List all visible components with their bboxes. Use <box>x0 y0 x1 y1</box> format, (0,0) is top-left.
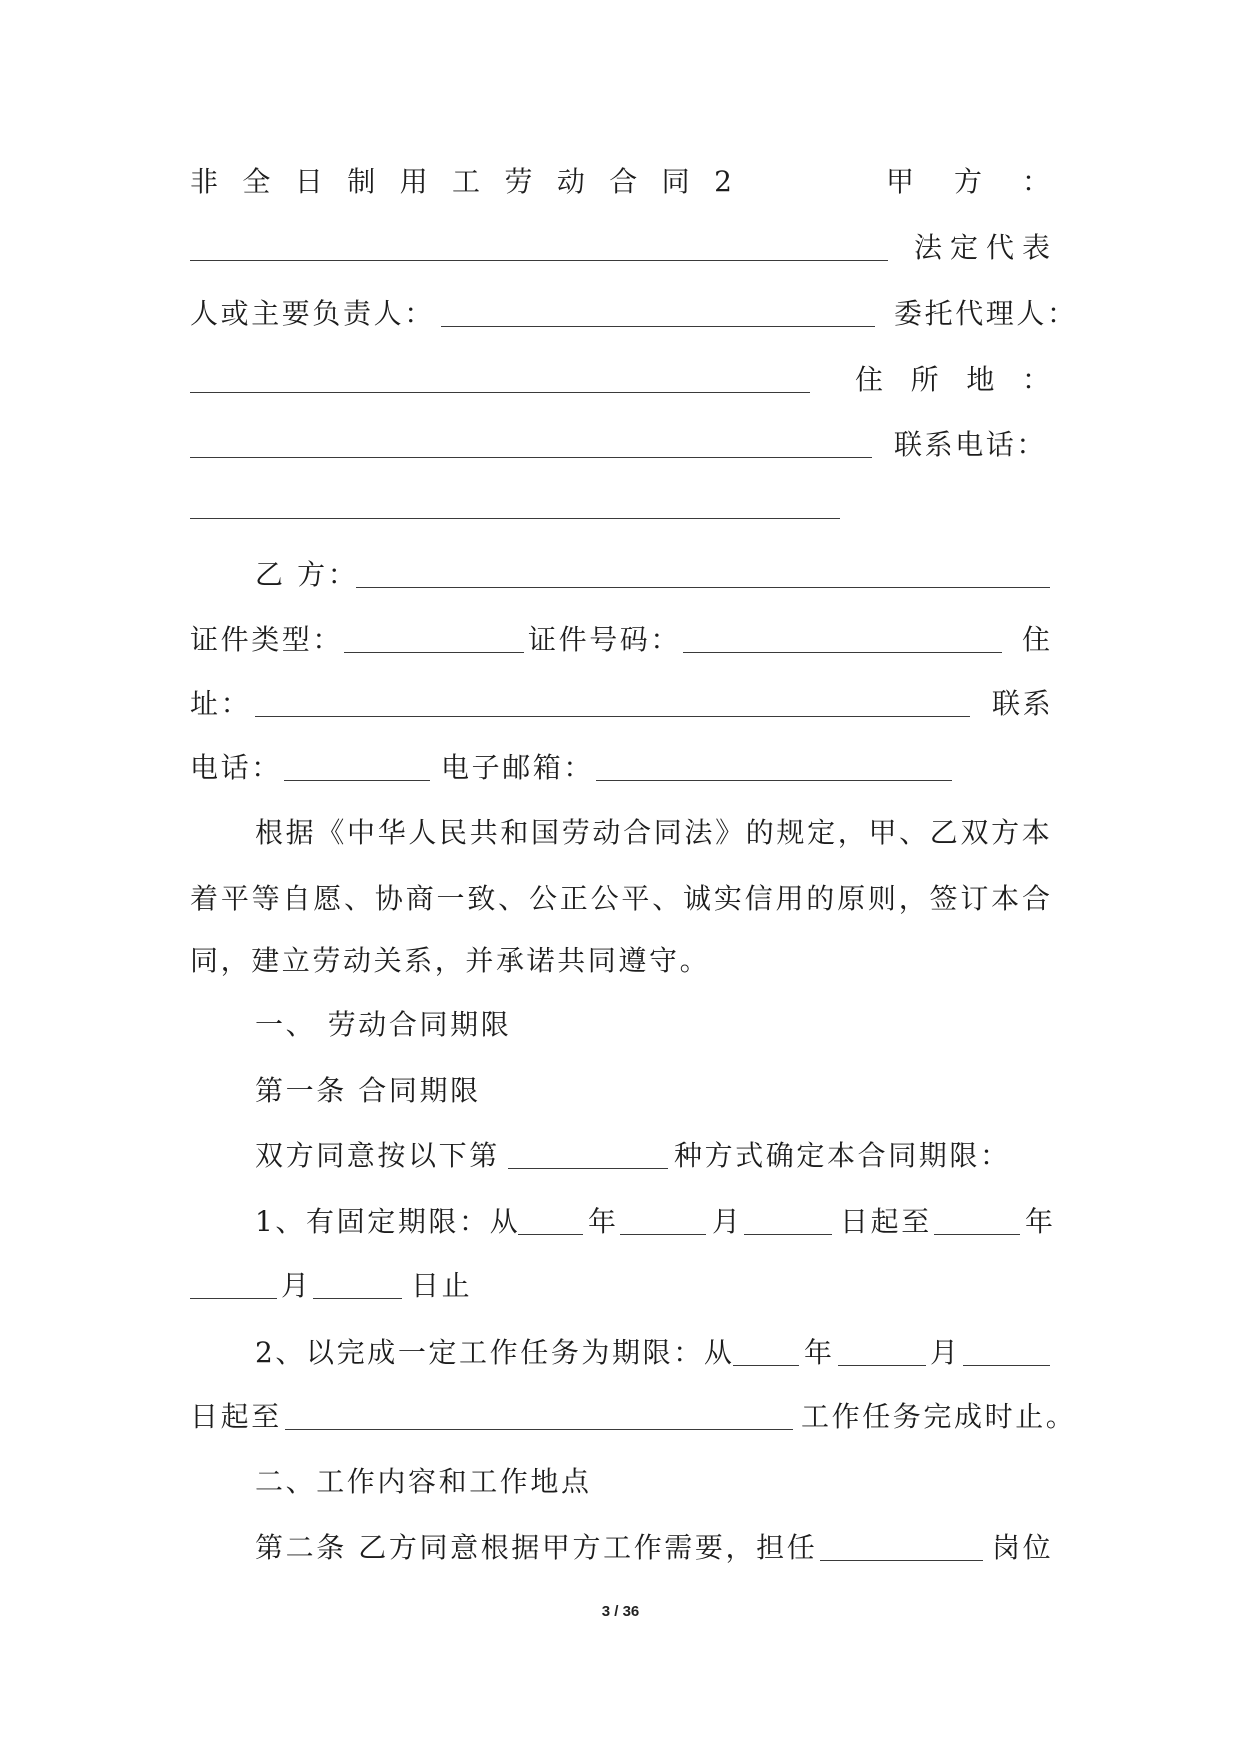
fill-in-blank <box>518 1234 583 1235</box>
option-text: 日起至 <box>840 1205 932 1238</box>
page-number: 3 / 36 <box>601 1603 640 1620</box>
party-b-phone-label: 联系 <box>992 687 1054 720</box>
option-text: 工作任务完成时止。 <box>801 1400 1077 1433</box>
preamble-line: 根 据 《 中 华 人 民 共 和 国 劳 动 合 同 法 》 的 规 定 ， 甲 、 乙 双 方 本 <box>255 816 1050 849</box>
option-text: 月 <box>712 1205 743 1238</box>
fill-in-blank <box>255 716 970 717</box>
preamble-line: 同，建立劳动关系，并承诺共同遵守。 <box>190 944 711 977</box>
article-title: 第一条 合同期限 <box>255 1074 481 1107</box>
option-text: 日起至 <box>190 1400 282 1433</box>
fill-in-blank <box>190 392 810 393</box>
id-type-label: 证件类型： <box>190 623 344 656</box>
option-text: 1、有固定期限：从 <box>255 1205 521 1238</box>
fill-in-blank <box>820 1560 983 1561</box>
fill-in-blank <box>620 1234 706 1235</box>
fill-in-blank <box>356 587 1050 588</box>
fill-in-blank <box>313 1298 402 1299</box>
fill-in-blank <box>963 1365 1050 1366</box>
agent-label: 委托代理人： <box>894 297 1078 330</box>
fill-in-blank <box>934 1234 1020 1235</box>
legal-rep-label: 法 定 代 表 <box>914 231 1050 264</box>
fill-in-blank <box>285 1429 793 1430</box>
section-heading: 二、工作内容和工作地点 <box>255 1465 592 1498</box>
email-label: 电子邮箱： <box>441 751 595 784</box>
section-heading: 一、 劳动合同期限 <box>255 1008 512 1041</box>
document-title: 非 全 日 制 用 工 劳 动 合 同 2 <box>190 165 732 198</box>
option-text: 年 <box>588 1205 619 1238</box>
fill-in-blank <box>190 518 840 519</box>
option-text: 年 <box>1025 1205 1056 1238</box>
party-b-address-label: 住 <box>1022 623 1053 656</box>
fill-in-blank <box>190 260 888 261</box>
fill-in-blank <box>838 1365 926 1366</box>
article-text: 第二条 乙方同意根据甲方工作需要，担任 <box>255 1531 818 1564</box>
option-text: 月 <box>281 1269 312 1302</box>
article-text: 双方同意按以下第 <box>255 1139 500 1172</box>
fill-in-blank <box>733 1365 799 1366</box>
fill-in-blank <box>744 1234 832 1235</box>
preamble-line: 着 平 等 自 愿 、 协 商 一 致 、 公 正 公 平 、 诚 实 信 用 的 原 则 ， 签 订 本 合 <box>190 882 1050 915</box>
article-text: 种方式确定本合同期限： <box>674 1139 1011 1172</box>
option-text: 日止 <box>411 1269 473 1302</box>
id-number-label: 证件号码： <box>528 623 682 656</box>
address-label: 住 所 地 ： <box>855 363 1050 396</box>
party-a-label: 甲 方 ： <box>886 165 1050 198</box>
party-b-label: 乙 方： <box>255 558 359 591</box>
fill-in-blank <box>441 326 875 327</box>
fill-in-blank <box>683 652 1002 653</box>
article-text: 岗位 <box>992 1531 1054 1564</box>
fill-in-blank <box>190 1298 277 1299</box>
fill-in-blank <box>596 780 952 781</box>
phone-label: 联系电话： <box>894 428 1048 461</box>
legal-rep-label-cont: 人或主要负责人： <box>190 297 435 330</box>
option-text: 2、以完成一定工作任务为期限：从 <box>255 1336 735 1369</box>
option-text: 年 <box>804 1336 835 1369</box>
fill-in-blank <box>508 1168 668 1169</box>
party-b-phone-label-cont: 电话： <box>190 751 282 784</box>
party-b-address-label-cont: 址： <box>190 687 252 720</box>
fill-in-blank <box>190 457 872 458</box>
option-text: 月 <box>930 1336 961 1369</box>
fill-in-blank <box>344 652 524 653</box>
fill-in-blank <box>284 780 430 781</box>
